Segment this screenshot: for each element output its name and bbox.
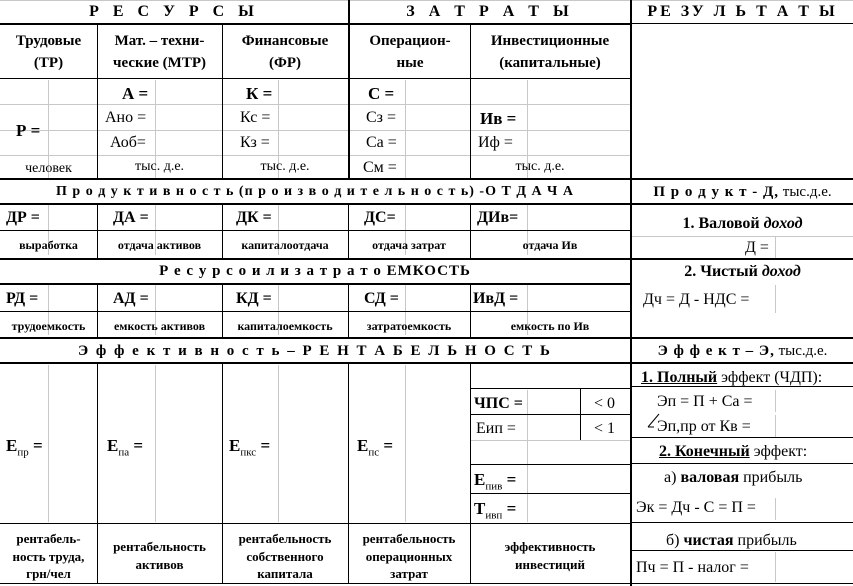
eip-label: Еип = xyxy=(476,420,516,437)
e-pa xyxy=(107,437,143,458)
ad-label: АД = xyxy=(113,290,149,307)
results-header: РЕ ЗУ Л Ь Т А Т Ы xyxy=(647,3,838,20)
resources-header: Р Е С У Р С Ы xyxy=(89,3,259,20)
net-profit-letter: б) xyxy=(666,532,680,549)
rd-label: РД = xyxy=(6,290,39,307)
unit-thous-material: тыс. д.е. xyxy=(134,159,185,174)
e-piv-letter: Е xyxy=(474,470,486,489)
e-pr xyxy=(6,437,43,458)
label-investment-efficiency: эффективность инвестиций xyxy=(504,539,596,572)
gross-profit-letter: а) xyxy=(664,469,677,486)
e-pr-letter: Е xyxy=(6,436,18,455)
col-investment-line1: Инвестиционные xyxy=(490,33,610,49)
t-ivp-sub: ивп xyxy=(485,509,503,522)
c-a-label: Са = xyxy=(366,134,397,151)
e-pa-sub: па xyxy=(118,446,130,459)
label-opcost-profitability: рентабельность операционных затрат xyxy=(362,531,456,582)
e-pks xyxy=(229,437,270,458)
final-effect-line xyxy=(659,444,807,460)
dc-label: ДС= xyxy=(364,209,396,226)
label-cost-return: отдача затрат xyxy=(372,238,446,252)
gross-income-bold: 1. Валовой xyxy=(682,215,760,232)
c-z-label: Сз = xyxy=(366,109,397,126)
ep-pr-formula: Эп,пр от Кв = xyxy=(657,418,751,435)
sd-label: СД = xyxy=(364,290,399,307)
e-ps-eq: = xyxy=(379,436,394,455)
gross-income-word: доход xyxy=(763,215,803,232)
col-operational-line1: Операцион- xyxy=(369,33,451,49)
e-pa-eq: = xyxy=(129,436,144,455)
net-income-bold: 2. Чистый xyxy=(684,263,758,280)
capacity-title: Р е с у р с о и л и з а т р а т о ЕМКОСТЬ xyxy=(159,263,471,279)
a-ob-label: Аоб= xyxy=(110,134,146,151)
p-label: Р = xyxy=(16,121,41,140)
t-ivp xyxy=(474,500,516,521)
net-income-line xyxy=(632,264,853,280)
label-output: выработка xyxy=(19,238,78,252)
effect-title-unit: тыс.д.е. xyxy=(774,343,828,359)
dr-label: ДР = xyxy=(6,209,40,226)
gross-profit-bold: валовая xyxy=(680,469,740,486)
product-title-bold: П р о д у к т - Д, xyxy=(653,184,780,200)
effect-title-bold: Э ф ф е к т – Э, xyxy=(657,343,775,359)
gross-profit-rest: прибыль xyxy=(739,469,803,486)
label-iv-intensity: емкость по Ив xyxy=(510,319,590,333)
label-capital-intensity: капиталоемкость xyxy=(237,319,333,333)
k-z-label: Кз = xyxy=(240,134,270,151)
e-ps-sub: пс xyxy=(368,446,380,459)
gross-income-line xyxy=(632,216,853,232)
full-effect-line xyxy=(641,370,822,386)
label-asset-profitability: рентабельность активов xyxy=(113,539,206,572)
ek-formula: Эк = Дч - С = П = xyxy=(636,499,756,516)
gross-profit-line xyxy=(664,470,802,486)
label-cost-intensity: затратоемкость xyxy=(366,319,452,333)
col-financial-line2: (ФР) xyxy=(268,55,302,71)
e-pa-letter: Е xyxy=(107,436,119,455)
efficiency-title: Э ф ф е к т и в н о с т ь – Р Е Н Т А Б Е Л Ь Н О С Т Ь xyxy=(78,343,552,359)
t-ivp-eq: = xyxy=(502,499,517,518)
label-asset-intensity: емкость активов xyxy=(113,319,206,333)
t-ivp-letter: Т xyxy=(474,499,486,518)
div-label: ДИв= xyxy=(477,209,519,226)
net-income-word: доход xyxy=(761,263,801,280)
final-effect-bold: 2. Конечный xyxy=(659,443,750,460)
eip-condition: < 1 xyxy=(594,420,616,437)
full-effect-bold: 1. Полный xyxy=(641,369,718,386)
net-profit-line xyxy=(666,533,797,549)
e-ps-letter: Е xyxy=(357,436,369,455)
e-piv-sub: пив xyxy=(485,480,503,493)
col-investment-line2: (капитальные) xyxy=(499,55,601,71)
label-labor-intensity: трудоемкость xyxy=(11,319,86,333)
e-pks-letter: Е xyxy=(229,436,241,455)
i-f-label: Иф = xyxy=(478,134,513,151)
npv-label: ЧПС = xyxy=(474,395,523,412)
col-labor-line1: Трудовые xyxy=(15,33,82,49)
pch-formula: Пч = П - налог = xyxy=(636,559,749,576)
ep-formula: Эп = П + Са = xyxy=(657,393,753,410)
col-operational-line2: ные xyxy=(396,55,424,71)
label-labor-profitability: рентабель- ность труда, грн/чел xyxy=(12,531,85,582)
e-pr-sub: пр xyxy=(17,446,29,459)
c-m-label: См = xyxy=(363,159,397,176)
product-title xyxy=(632,185,853,200)
i-v-label: Ив = xyxy=(480,109,517,128)
net-profit-rest: прибыль xyxy=(733,532,797,549)
arrow-icon xyxy=(645,413,661,431)
net-profit-bold: чистая xyxy=(683,532,734,549)
col-material-line1: Мат. – техни- xyxy=(114,33,205,49)
full-effect-rest: эффект (ЧДП): xyxy=(717,369,823,386)
label-iv-return: отдача Ив xyxy=(522,238,578,252)
unit-thous-financial: тыс. д.е. xyxy=(260,159,310,174)
label-capital-return: капиталоотдача xyxy=(241,238,329,252)
effect-title xyxy=(632,344,853,359)
k-s-label: Кс = xyxy=(240,109,271,126)
unit-people: человек xyxy=(25,161,72,176)
d-formula: Д = xyxy=(745,239,769,256)
final-effect-rest: эффект: xyxy=(749,443,808,460)
label-asset-return: отдача активов xyxy=(117,238,202,252)
dk-label: ДК = xyxy=(236,209,272,226)
col-financial-line1: Финансовые xyxy=(241,33,329,49)
ivd-label: ИвД = xyxy=(473,290,519,307)
productivity-title: П р о д у к т и в н о с т ь (п р о и з в о д и т е л ь н о с т ь) -О Т Д А Ч А xyxy=(56,184,574,199)
col-labor-line2: (ТР) xyxy=(33,55,64,71)
c-label: С = xyxy=(368,84,395,103)
kd-label: КД = xyxy=(236,290,272,307)
product-title-unit: тыс.д.е. xyxy=(779,184,832,200)
npv-condition: < 0 xyxy=(594,395,616,412)
label-equity-profitability: рентабельность собственного капитала xyxy=(238,531,332,582)
a-label: А = xyxy=(122,84,149,103)
dch-formula: Дч = Д - НДС = xyxy=(643,291,750,308)
e-piv xyxy=(474,471,516,492)
costs-header: З А Т Р А Т Ы xyxy=(406,3,574,20)
e-ps xyxy=(357,437,393,458)
e-pr-eq: = xyxy=(28,436,43,455)
unit-thous-investment: тыс. д.е. xyxy=(515,159,565,174)
col-material-line2: ческие (МТР) xyxy=(113,55,206,71)
e-piv-eq: = xyxy=(502,470,517,489)
k-label: К = xyxy=(246,84,273,103)
da-label: ДА = xyxy=(113,209,149,226)
e-pks-sub: пкс xyxy=(240,446,257,459)
e-pks-eq: = xyxy=(256,436,271,455)
a-no-label: Ано = xyxy=(105,109,147,126)
